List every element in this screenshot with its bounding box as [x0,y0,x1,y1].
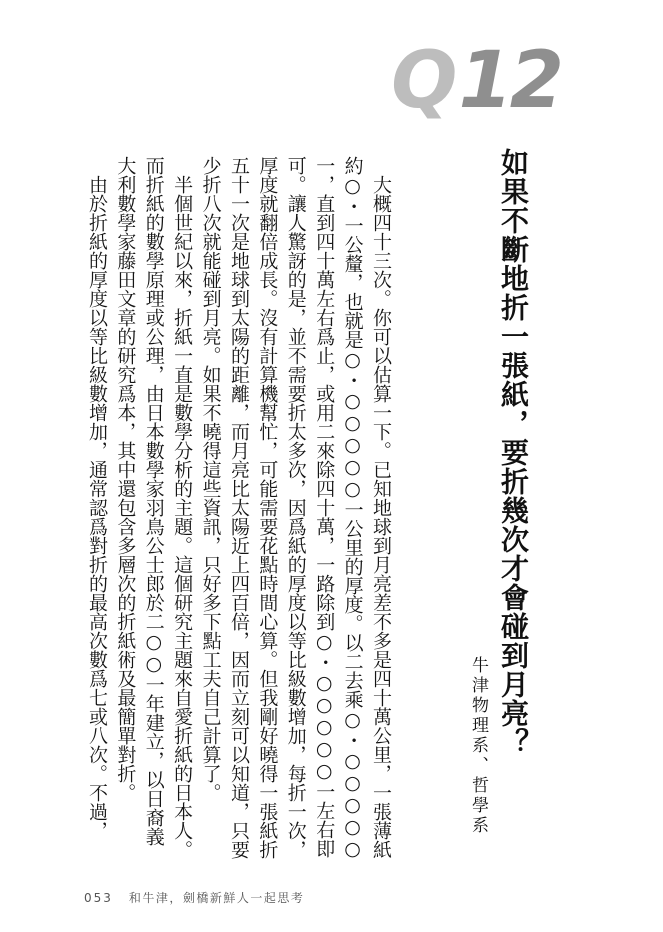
page-number: 053 [84,891,113,905]
answer-paragraph-1: 大概四十三次。你可以估算一下。已知地球到月亮差不多是四十萬公里，一張薄紙約○・一公釐，也就是○・○○○○○一公里的厚度。以二去乘○・○○○○○一，直到四十萬左右爲止，或用二來除四十萬，一路除到○・○○○○○一左右即可。讓人驚訝的是，並不需要折太多次，因爲紙的厚度以等比級數增加，每折一次，厚度就翻倍成長。沒有計算機幫忙，可能需要花點時間心算。但我剛好曉得一張紙折五十一次是地球到太陽的距離，而月亮比太陽近上四百倍，因而立刻可以知道，只要少折八次就能碰到月亮。如果不曉得這些資訊，只好多下點工夫自己計算了。 [199,156,392,860]
answer-body [73,156,395,862]
answer-paragraph-2: 半個世紀以來，折紙一直是數學分析的主題。這個研究主題來自愛折紙的日本人。而折紙的數學原理或公理，由日本數學家羽鳥公士郎於二○○一年建立，以日裔義大利數學家藤田文章的研究爲本，其中還包含多層次的折紙術及最簡單對折。 [114,156,194,859]
book-title: 和牛津，劍橋新鮮人一起思考 [128,891,305,905]
page-footer [84,889,304,906]
question-title: 如果不斷地折一張紙，要折幾次才會碰到月亮？ [497,148,530,757]
q-badge-prefix: Q [391,36,455,126]
q-badge-number: 12 [458,36,561,126]
question-attribution: 牛津物理系、哲學系 [468,656,488,836]
answer-paragraph-3: 由於折紙的厚度以等比級數增加，通常認爲對折的最高次數爲七或八次。不過， [85,175,108,840]
question-number-badge [391,36,561,126]
